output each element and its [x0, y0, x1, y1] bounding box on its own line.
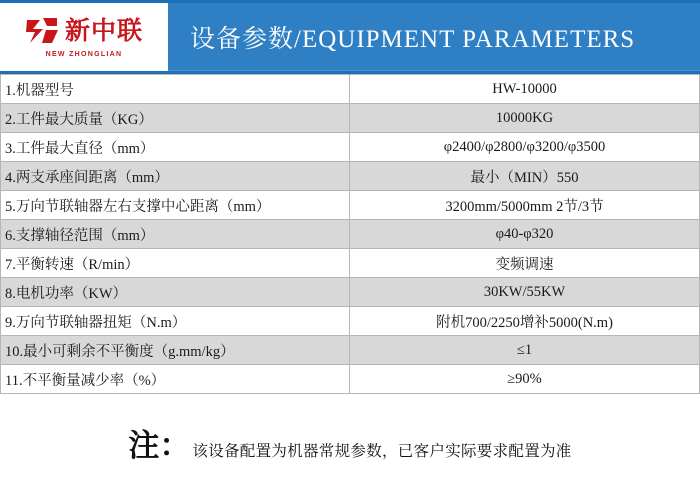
- header-title-banner: [168, 3, 700, 71]
- spec-value-cell: 最小（MIN）550: [350, 162, 700, 191]
- table-row: [1, 133, 700, 162]
- spec-value-cell: 3200mm/5000mm 2节/3节: [350, 191, 700, 220]
- spec-label-cell: 11.不平衡量减少率（%）: [1, 365, 350, 394]
- table-row: [1, 104, 700, 133]
- page-title: 设备参数/EQUIPMENT PARAMETERS: [190, 26, 636, 53]
- spec-label-cell: 5.万向节联轴器左右支撑中心距离（mm）: [1, 191, 350, 220]
- spec-value-cell: 变频调速: [350, 249, 700, 278]
- spec-label-cell: 4.两支承座间距离（mm）: [1, 162, 350, 191]
- spec-label-cell: 3.工件最大直径（mm）: [1, 133, 350, 162]
- table-row: [1, 336, 700, 365]
- spec-value-cell: 30KW/55KW: [350, 278, 700, 307]
- spec-label-cell: 2.工件最大质量（KG）: [1, 104, 350, 133]
- spec-label-cell: 1.机器型号: [1, 75, 350, 104]
- note-label: 注：: [128, 428, 191, 463]
- folded-ribbon-icon: [25, 16, 59, 46]
- table-row: [1, 278, 700, 307]
- note-text: 该设备配置为机器常规参数，已客户实际要求配置为准: [192, 443, 572, 460]
- spec-value-cell: HW-10000: [350, 75, 700, 104]
- table-row: [1, 249, 700, 278]
- spec-table-wrap: [0, 74, 700, 394]
- spec-value-cell: 10000KG: [350, 104, 700, 133]
- spec-table: [0, 74, 700, 394]
- table-row: [1, 162, 700, 191]
- spec-value-cell: ≥90%: [350, 365, 700, 394]
- spec-value-cell: φ2400/φ2800/φ3200/φ3500: [350, 133, 700, 162]
- table-row: [1, 365, 700, 394]
- spec-value-cell: 附机700/2250增补5000(N.m): [350, 307, 700, 336]
- brand-logo: [0, 3, 168, 71]
- table-row: [1, 75, 700, 104]
- table-row: [1, 191, 700, 220]
- spec-value-cell: φ40-φ320: [350, 220, 700, 249]
- spec-label-cell: 9.万向节联轴器扭矩（N.m）: [1, 307, 350, 336]
- spec-label-cell: 8.电机功率（KW）: [1, 278, 350, 307]
- page-header: [0, 0, 700, 74]
- logo-chinese-name: 新中联: [64, 17, 143, 45]
- spec-label-cell: 10.最小可剩余不平衡度（g.mm/kg）: [1, 336, 350, 365]
- spec-label-cell: 7.平衡转速（R/min）: [1, 249, 350, 278]
- table-row: [1, 307, 700, 336]
- logo-english-name: NEW ZHONGLIAN: [45, 51, 123, 58]
- spec-label-cell: 6.支撑轴径范围（mm）: [1, 220, 350, 249]
- spec-value-cell: ≤1: [350, 336, 700, 365]
- footer-note: [0, 420, 700, 465]
- table-row: [1, 220, 700, 249]
